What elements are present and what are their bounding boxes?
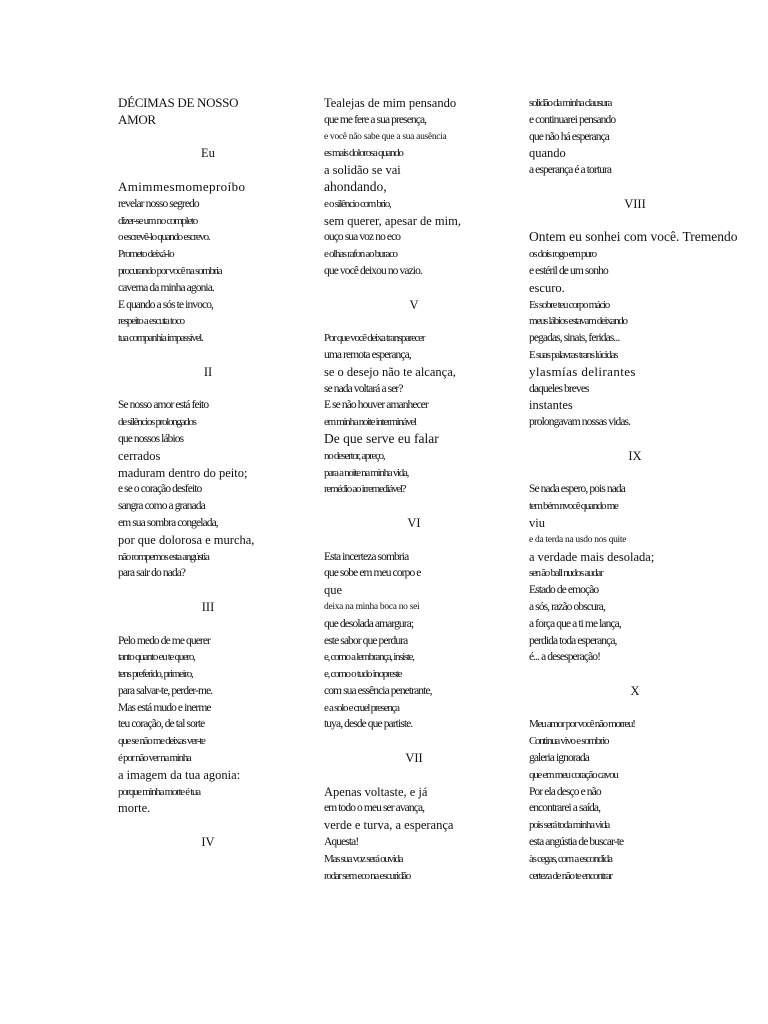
poem-line: E suas palavras trans lúcidas [529,348,618,361]
poem-line: e a solo e cruel presença [324,701,399,714]
section-heading: V [409,297,419,312]
poem-line: Meu amor por você não morreu! [529,718,635,731]
stanza-gap [118,162,318,179]
poem-line: por que dolorosa e murcha, [118,532,255,547]
poem-line: tanto quanto eu te quero, [118,651,195,664]
poem-line: e estéril de um sonho [529,264,608,277]
poem-line: Ontem eu sonhei com você. Tremendo [529,229,738,245]
section-heading: VII [405,751,423,766]
stanza-gap [324,733,524,750]
poem-line: para sair do nada? [118,567,186,580]
poem-line: morte. [118,801,151,816]
poem-line: verde e turva, a esperança [324,818,454,833]
stanza-gap [118,129,318,146]
poem-line: Se nada espero, pois nada [529,483,625,496]
poem-line: esta angústia de buscar-te [529,836,624,849]
stanza-gap [529,700,761,717]
poem-line: pois será toda minha vida [529,819,609,832]
poem-line: que [324,583,343,598]
poem-line: Esta incerteza sombria [324,550,409,563]
poem-line: e você não sabe que a sua ausência [324,131,447,142]
poem-line: Por ela desço e não [529,785,601,798]
poem-line: De que serve eu falar [324,430,439,446]
stanza-gap [324,313,524,330]
poem-line: tuya, desde que partiste. [324,718,413,731]
poem-line: para a noite na minha vida, [324,466,409,479]
poem-line: E quando a sós te invoco, [118,298,214,311]
poem-line: Por que você deixa transparecer [324,332,425,345]
poem-line: Aquesta! [324,836,359,849]
poem-line: Amimmesmomeproíbo [118,178,246,194]
poem-line: que me fere a sua presença, [324,113,427,126]
poem-line: sen ão ball nudos audar [529,567,603,580]
stanza-gap [118,817,318,834]
poem-line: Tealejas de mim pensando [324,96,457,110]
poem-line: remédio ao irremediável? [324,483,406,496]
poem-line: maduram dentro do peito; [118,465,248,480]
stanza-gap [324,498,524,515]
poem-line: em minha noite interminável [324,416,416,429]
section-heading: X [630,683,640,698]
section-heading: IV [201,835,215,850]
poem-line: os dois rogo em puro [529,248,596,261]
stanza-gap [529,213,761,230]
stanza-gap [324,532,524,549]
stanza-gap [529,431,761,448]
poem-line: a sós, razão obscura, [529,600,605,613]
poem-line: que se não me deixas ver-te [118,735,205,748]
stanza-gap [118,347,318,364]
stanza-gap [529,465,761,482]
poem-line: deixa na minha boca no sei [324,601,420,612]
poem-line: se nada voltará a ser? [324,382,403,395]
poem-line: no desertor, apreço, [324,449,385,462]
poem-line: que nossos lábios [118,432,184,445]
poem-line: prolongavam nossas vidas. [529,416,631,429]
poem-line: Continua vivo e sombrio [529,735,609,748]
poem-line: E se não houver amanhecer [324,399,428,412]
poem-line: dizer-se um no completo [118,214,197,227]
poem-line: e se o coração desfeito [118,483,202,496]
poem-line: respeito a escuta toco [118,315,184,328]
stanza-gap [529,179,761,196]
poem-line: e olhas rafon ao buraco [324,248,397,261]
section-heading: II [203,364,213,379]
poem-line: Pelo medo de me querer [118,634,210,647]
poem-line: daqueles breves [529,382,589,395]
poem-line: que desolada amargura; [324,617,414,630]
poem-line: a solidão se vai [324,163,401,178]
poem-line: ylasmías delirantes [529,363,636,379]
poem-line: meus lábios estavam deixando [529,315,627,328]
stanza-gap [118,582,318,599]
poem-line: sem querer, apesar de mim, [324,213,461,228]
poem-line: a imagem da tua agonia: [118,767,241,782]
poem-line: pegadas, sinais, feridas... [529,332,620,345]
poem-line: escuro. [529,280,565,295]
poem-line: que sobe em meu corpo e [324,567,421,580]
poem-line: se o desejo não te alcança, [324,364,456,379]
poem-line: Estado de emoção [529,584,599,597]
poem-line: a verdade mais desolada; [529,549,655,564]
poem-line: caverna da minha agonia. [118,281,214,294]
poem-line: solidão da minha clausura [529,97,612,109]
poem-line: es mais dolorosa quando [324,147,403,160]
poem-line: instantes [529,398,573,413]
poem-line: porque minha morte é tua [118,785,200,798]
poem-line: que não há esperança [529,130,610,143]
poem-line: este sabor que perdura [324,634,408,647]
poem-line: com sua essência penetrante, [324,684,432,697]
poem-column-middle [324,95,524,884]
poem-line: viu [529,515,545,530]
poem-line: é... a desesperação! [529,651,601,664]
poem-line: galeria ignorada [529,752,589,765]
poem-line: não rompemos esta angústia [118,550,209,563]
poem-line: uma remota esperança, [324,348,411,361]
poem-line: Prometo deixá-lo [118,248,174,261]
poem-line: sangra como a granada [118,500,205,513]
poem-line: teu coração, de tal sorte [118,718,205,731]
poem-line: Se nosso amor está feito [118,399,209,412]
poem-line: ahondando, [324,178,387,194]
poem-line: em sua sombra congelada, [118,516,218,529]
poem-line: Apenas voltaste, e já [324,784,428,799]
poem-line: certeza de não te encontrar [529,869,612,882]
poem-line: revelar nosso segredo [118,197,199,210]
poem-title: DÉCIMAS DE NOSSO [118,95,239,110]
poem-line: perdida toda esperança, [529,634,617,647]
poem-column-right [529,95,761,884]
poem-line: rodar sem eco na escuridão [324,869,410,882]
poem-line: a esperança é a tortura [529,164,612,177]
poem-line: tem bém nvocê quando me [529,500,618,513]
poem-line: tua companhia impassível. [118,332,203,345]
poem-line: cerrados [118,448,161,463]
poem-line: quando [529,146,566,161]
poem-line: e o silêncio com brio, [324,197,391,210]
poem-line: que você deixou no vazio. [324,264,422,277]
poem-line: é por não ver na minha [118,752,191,765]
section-heading: VIII [624,196,646,211]
section-heading: IX [628,448,642,463]
poem-line: e da terda na usdo nos quite [529,534,627,545]
poem-line: em todo o meu ser avança, [324,802,425,815]
stanza-gap [529,666,761,683]
poem-line: para salvar-te, perder-me. [118,684,213,697]
poem-line: encontrarei a saída, [529,802,601,815]
poem-line: Mas sua voz será ouvida [324,852,403,865]
poem-title: AMOR [118,111,156,127]
section-heading: Eu [201,146,215,161]
poem-line: e continuarei pensando [529,113,616,126]
poem-line: ouço sua voz no eco [324,231,401,244]
stanza-gap [118,616,318,633]
poem-line: e, como o tudo inopreste [324,668,402,681]
poem-line: de silêncios prolongados [118,416,196,429]
stanza-gap [118,381,318,398]
poem-line: às cegas, com a escondida [529,852,612,865]
poem-line: o escrevê-lo quando escrevo. [118,231,210,244]
poem-line: tens preferido, primeiro, [118,668,193,681]
poem-line: Mas está mudo e inerme [118,701,211,714]
poem-line: procurando por você na sombria [118,264,222,277]
stanza-gap [324,767,524,784]
section-heading: VI [407,515,421,530]
poem-line: Es sobre teu corpo mácio [529,298,609,311]
poem-column-left [118,95,318,851]
poem-line: e, como a lembrança, insiste, [324,651,414,664]
poem-line: que em meu coração cavou [529,768,618,781]
section-heading: III [201,599,215,614]
poem-line: a força que a ti me lança, [529,617,621,630]
stanza-gap [324,280,524,297]
